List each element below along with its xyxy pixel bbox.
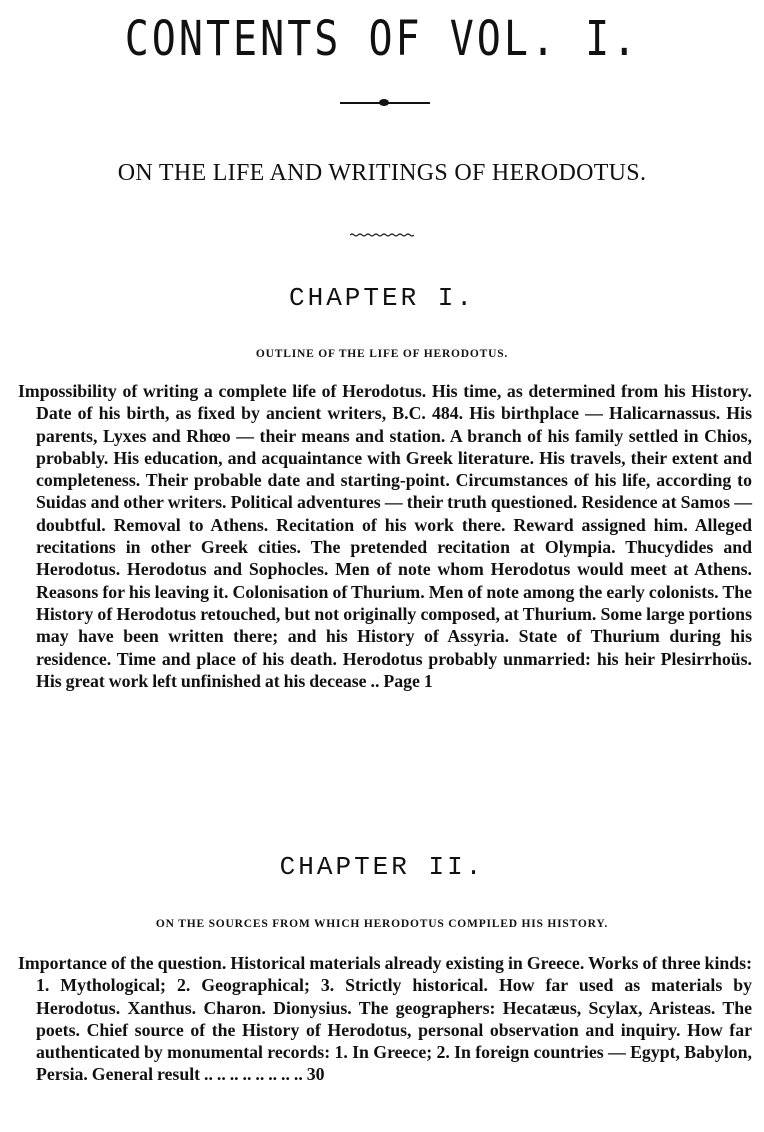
chapter-1-heading: CHAPTER I. xyxy=(288,283,476,313)
chapter-1-subtitle: OUTLINE OF THE LIFE OF HERODOTUS. xyxy=(255,348,509,360)
chapter-1-summary-text: Impossibility of writing a complete life of Herodotus. His time, as determined from his History. Date of his birth, as fixed by ancient writers, B.C. 484. His birthplace — Halicarnassus. His parents, Lyxes and Rhœo — their means and station. A branch of his family settled in Chios, probably. His education, and acquaintance with Greek literature. His travels, their extent and completeness. Their probable date and starting-point. Circumstances of his life, according to Suidas and other writers. Political adventures — their truth questioned. Residence at Samos — doubtful. Removal to Athens. Recitation of his work there. Reward assigned him. Alleged recitations in other Greek cities. The pretended recitation at Olympia. Thucydides and Herodotus. Herodotus and Sophocles. Men of note whom Herodotus would meet at Athens. Reasons for his leaving it. Colonisation of Thurium. Men of note among the early colonists. The History of Herodotus retouched, but not originally composed, at Thurium. Some large portions may have been written there; and his History of Assyria. State of Thurium during his residence. Time and place of his death. Herodotus probably unmarried: his heir Plesirrhoüs. His great work left unfinished at his decease xyxy=(18,381,752,691)
chapter-2-subtitle: ON THE SOURCES FROM WHICH HERODOTUS COMPILED HIS HISTORY. xyxy=(155,918,609,930)
wavy-rule xyxy=(350,233,414,237)
chapter-1-page-ref: .. Page 1 xyxy=(366,670,433,691)
chapter-1-summary xyxy=(18,380,752,692)
chapter-2-summary xyxy=(18,952,752,1086)
volume-title: CONTENTS OF VOL. I. xyxy=(124,12,640,68)
chapter-2-heading: CHAPTER II. xyxy=(279,852,485,882)
chapter-2-page-ref: .. .. .. .. .. .. .. .. 30 xyxy=(200,1064,325,1085)
book-title: ON THE LIFE AND WRITINGS OF HERODOTUS. xyxy=(117,160,647,186)
rule-dot-ornament xyxy=(379,99,389,106)
ornamental-rule xyxy=(340,102,430,104)
chapter-2-summary-text: Importance of the question. Historical materials already existing in Greece. Works of three kinds: 1. Mythological; 2. Geographical; 3. Strictly historical. How far used as materials by Herodotus. Xanthus. Charon. Dionysius. The geographers: Hecatæus, Scylax, Aristeas. The poets. Chief source of the History of Herodotus, personal observation and inquiry. How far authenticated by monumental records: 1. In Greece; 2. In foreign countries — Egypt, Babylon, Persia. General result xyxy=(18,953,752,1085)
